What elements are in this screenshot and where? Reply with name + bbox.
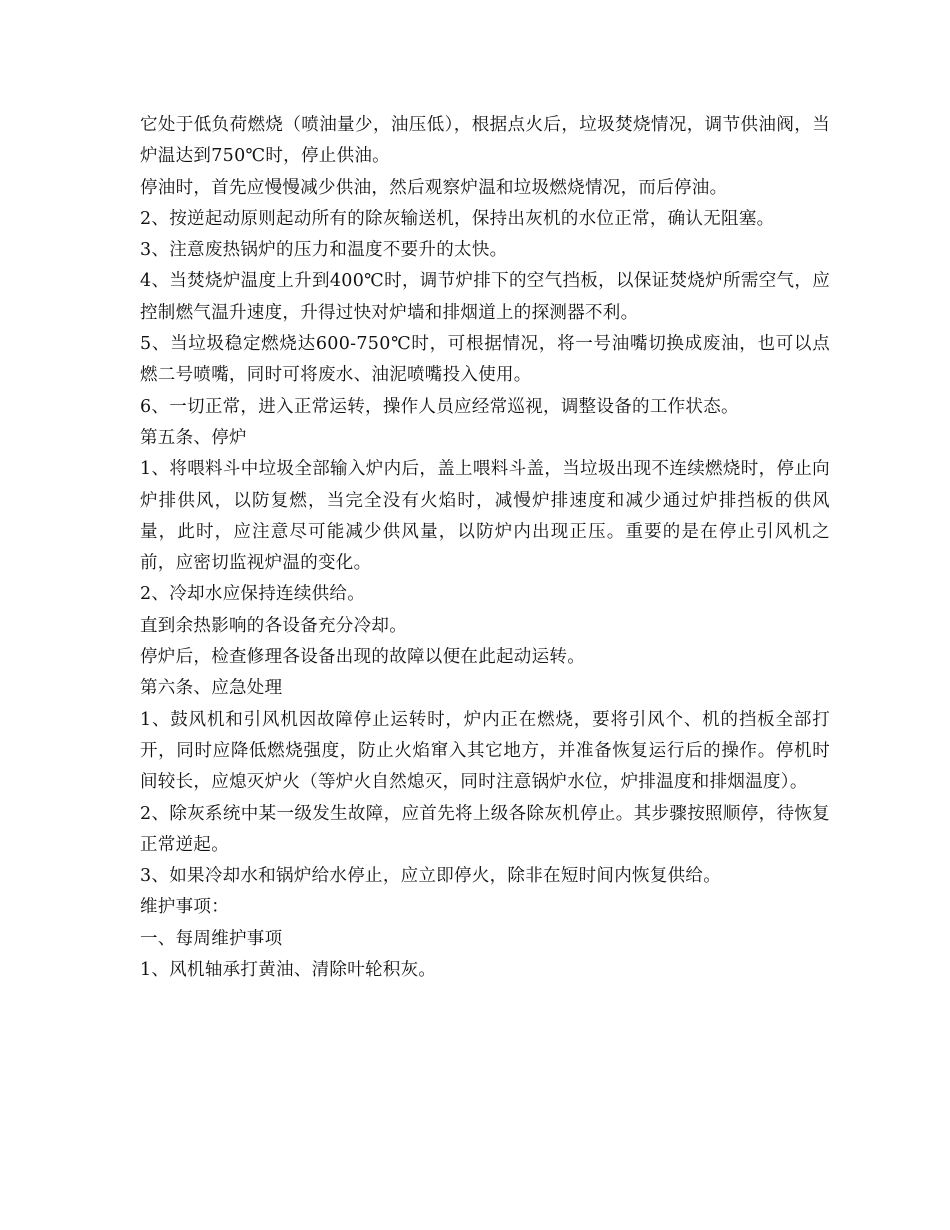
section-heading-shutdown: 第五条、停炉 — [140, 427, 247, 448]
subheading-weekly-maintenance: 一、每周维护事项 — [140, 928, 283, 949]
paragraph-fan-bearing: 1、风机轴承打黄油、清除叶轮积灰。 — [140, 960, 437, 981]
section-heading-maintenance: 维护事项： — [140, 897, 229, 918]
paragraph-shutdown-feed: 1、将喂料斗中垃圾全部输入炉内后，盖上喂料斗盖，当垃圾出现不连续燃烧时，停止向炉排供风，以防复燃，当完全没有火焰时，减慢炉排速度和减少通过炉排挡板的供风量，此时，应注意尽可能减少供风量，以防炉内出现正压。重要的是在停止引风机之前，应密切监视炉温的变化。 — [140, 459, 830, 574]
paragraph-cooldown: 直到余热影响的各设备充分冷却。 — [140, 615, 407, 636]
paragraph-waste-oil: 5、当垃圾稳定燃烧达600-750℃时，可根据情况，将一号油嘴切换成废油，也可以点燃二号喷嘴，同时可将废水、油泥喷嘴投入使用。 — [140, 334, 830, 386]
paragraph-boiler-pressure: 3、注意废热锅炉的压力和温度不要升的太快。 — [140, 240, 508, 261]
document-page — [140, 110, 830, 986]
paragraph-ash-conveyor: 2、按逆起动原则起动所有的除灰输送机，保持出灰机的水位正常，确认无阻塞。 — [140, 208, 775, 229]
paragraph-inspection: 停炉后，检查修理各设备出现的故障以便在此起动运转。 — [140, 647, 585, 668]
paragraph-oil-stop: 停油时，首先应慢慢减少供油，然后观察炉温和垃圾燃烧情况，而后停油。 — [140, 177, 728, 198]
paragraph-ash-system-failure: 2、除灰系统中某一级发生故障，应首先将上级各除灰机停止。其步骤按照顺停，待恢复正常逆起。 — [140, 803, 830, 855]
paragraph-fan-failure: 1、鼓风机和引风机因故障停止运转时，炉内正在燃烧，要将引风个、机的挡板全部打开，同时应降低燃烧强度，防止火焰窜入其它地方，并准备恢复运行后的操作。停机时间较长，应熄灭炉火（等炉火自然熄灭，同时注意锅炉水位，炉排温度和排烟温度）。 — [140, 709, 830, 793]
paragraph-air-damper: 4、当焚烧炉温度上升到400℃时，调节炉排下的空气挡板，以保证焚烧炉所需空气，应控制燃气温升速度，升得过快对炉墙和排烟道上的探测器不利。 — [140, 271, 830, 323]
paragraph-water-failure: 3、如果冷却水和锅炉给水停止，应立即停火，除非在短时间内恢复供给。 — [140, 866, 722, 887]
paragraph-normal-operation: 6、一切正常，进入正常运转，操作人员应经常巡视，调整设备的工作状态。 — [140, 396, 739, 417]
paragraph-cooling-water: 2、冷却水应保持连续供给。 — [140, 584, 366, 605]
paragraph-furnace-low-load: 它处于低负荷燃烧（喷油量少，油压低），根据点火后，垃圾焚烧情况，调节供油阀，当炉温达到750℃时，停止供油。 — [140, 115, 830, 167]
section-heading-emergency: 第六条、应急处理 — [140, 678, 283, 699]
